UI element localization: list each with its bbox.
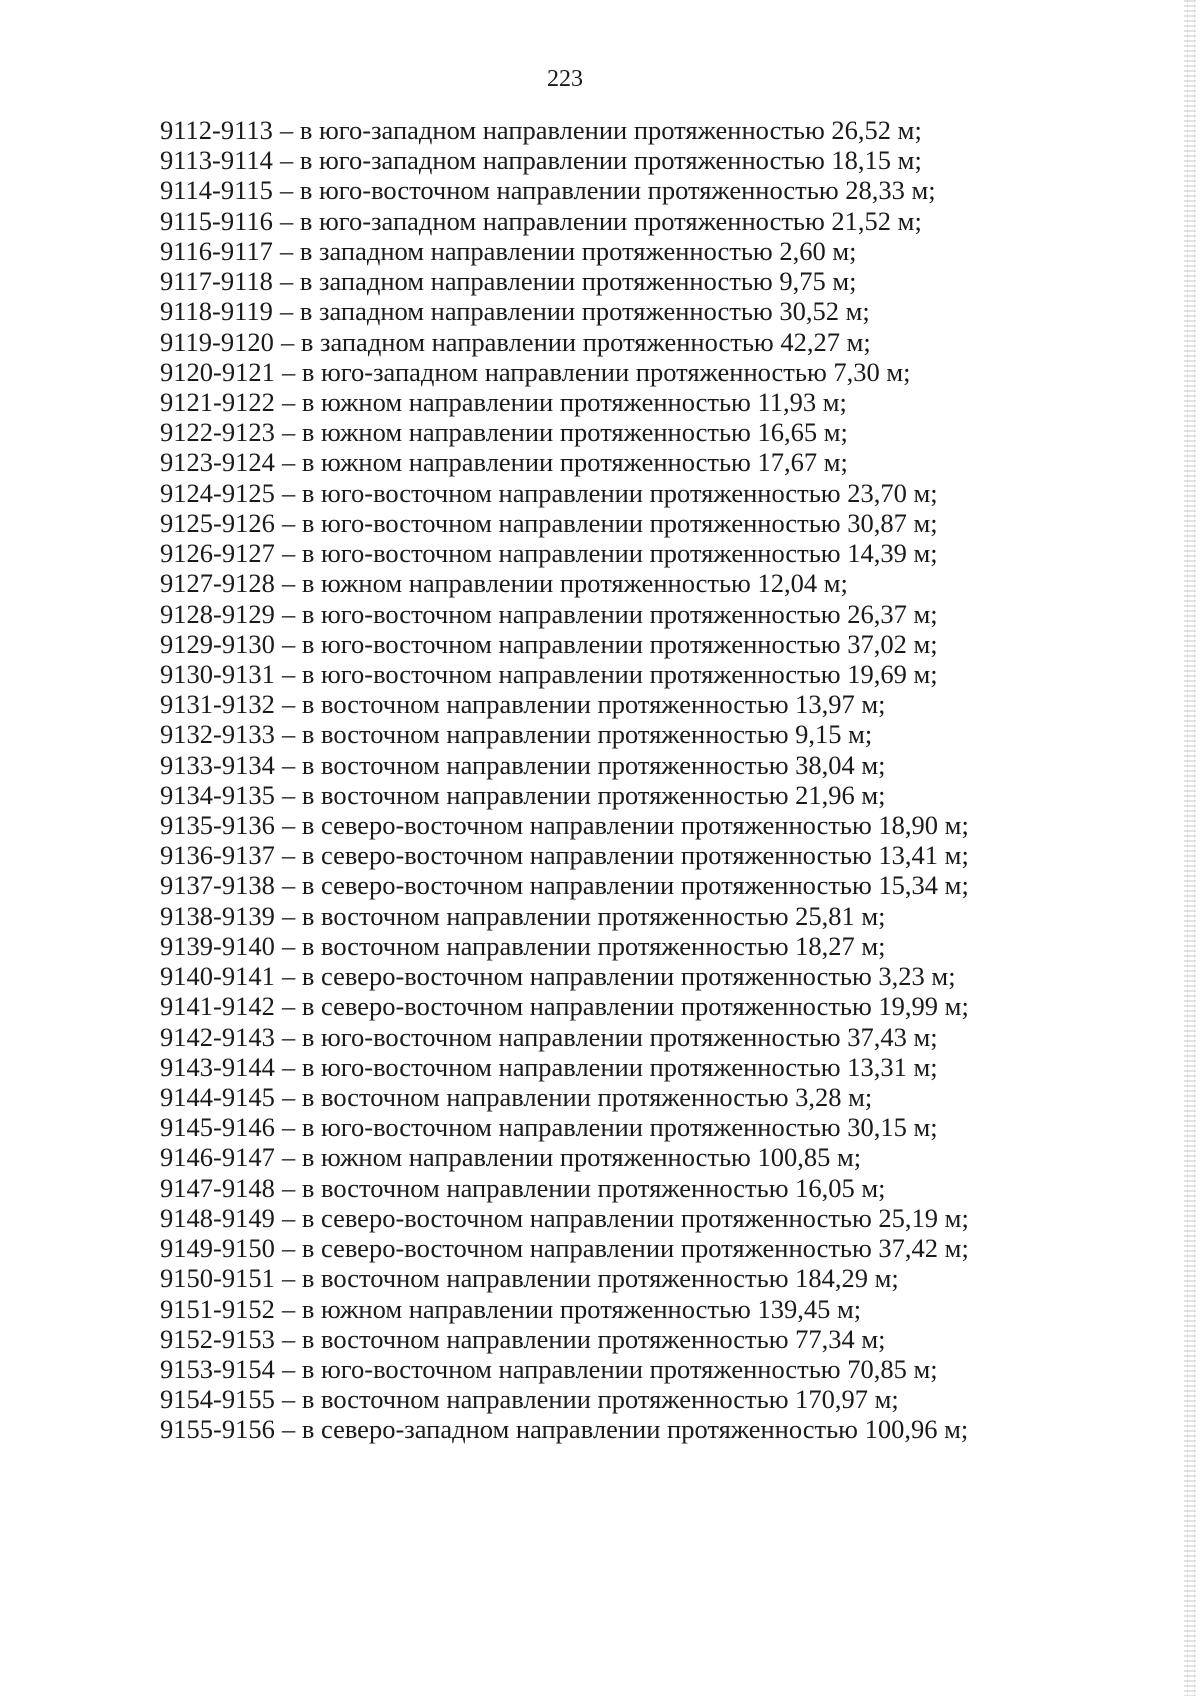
segment-point-range: 9134-9135: [160, 779, 275, 810]
segment-point-range: 9129-9130: [160, 628, 275, 659]
segment-direction-length: – в юго-восточном направлении протяженностью 37,43 м;: [281, 1021, 938, 1052]
segment-direction-length: – в юго-западном направлении протяженностью 18,15 м;: [280, 145, 922, 176]
segment-point-range: 9127-9128: [160, 568, 275, 599]
boundary-segment-line: [160, 689, 1160, 719]
boundary-segment-line: [160, 1022, 1160, 1052]
segment-point-range: 9155-9156: [160, 1414, 275, 1445]
segment-direction-length: – в юго-восточном направлении протяженностью 28,33 м;: [280, 175, 936, 206]
segment-direction-length: – в южном направлении протяженностью 100,85 м;: [281, 1142, 862, 1173]
segment-point-range: 9149-9150: [160, 1233, 275, 1264]
boundary-segment-line: [160, 1384, 1160, 1414]
segment-point-range: 9126-9127: [160, 538, 275, 569]
boundary-segment-line: [160, 417, 1160, 447]
boundary-segment-line: [160, 991, 1160, 1021]
segment-point-range: 9132-9133: [160, 719, 275, 750]
segment-point-range: 9112-9113: [160, 115, 273, 145]
segment-direction-length: – в восточном направлении протяженностью 13,97 м;: [281, 689, 886, 720]
segment-point-range: 9115-9116: [160, 205, 273, 236]
segment-direction-length: – в юго-восточном направлении протяженностью 37,02 м;: [281, 628, 938, 659]
segment-direction-length: – в северо-восточном направлении протяженностью 3,23 м;: [281, 961, 956, 992]
segment-direction-length: – в южном направлении протяженностью 17,67 м;: [281, 447, 848, 478]
boundary-segment-line: [160, 357, 1160, 387]
segment-point-range: 9117-9118: [160, 266, 273, 297]
segment-point-range: 9114-9115: [160, 175, 273, 206]
segment-point-range: 9116-9117: [160, 235, 273, 266]
segment-point-range: 9128-9129: [160, 598, 275, 629]
segment-point-range: 9143-9144: [160, 1051, 275, 1082]
boundary-segment-line: [160, 901, 1160, 931]
segment-direction-length: – в юго-восточном направлении протяженностью 19,69 м;: [281, 658, 938, 689]
segment-point-range: 9140-9141: [160, 961, 275, 992]
segment-point-range: 9139-9140: [160, 930, 275, 961]
segment-point-range: 9138-9139: [160, 900, 275, 931]
segment-point-range: 9142-9143: [160, 1021, 275, 1052]
segment-point-range: 9130-9131: [160, 658, 275, 689]
segment-point-range: 9144-9145: [160, 1082, 275, 1112]
boundary-segment-line: [160, 1414, 1160, 1444]
segment-direction-length: – в восточном направлении протяженностью 170,97 м;: [281, 1384, 899, 1415]
segment-point-range: 9154-9155: [160, 1384, 275, 1415]
segment-point-range: 9119-9120: [160, 326, 274, 357]
segment-direction-length: – в восточном направлении протяженностью 77,34 м;: [281, 1323, 886, 1354]
segment-direction-length: – в западном направлении протяженностью 42,27 м;: [280, 326, 871, 357]
boundary-segment-line: [160, 478, 1160, 508]
boundary-segment-line: [160, 1052, 1160, 1082]
segment-direction-length: – в восточном направлении протяженностью 16,05 м;: [281, 1172, 886, 1203]
segment-direction-length: – в восточном направлении протяженностью 9,15 м;: [281, 719, 873, 750]
boundary-segment-line: [160, 175, 1160, 205]
segment-direction-length: – в северо-восточном направлении протяженностью 13,41 м;: [281, 840, 969, 871]
segment-point-range: 9148-9149: [160, 1202, 275, 1233]
segment-direction-length: – в северо-восточном направлении протяженностью 37,42 м;: [281, 1233, 969, 1264]
segment-direction-length: – в восточном направлении протяженностью 3,28 м;: [281, 1082, 873, 1112]
segment-point-range: 9113-9114: [160, 145, 273, 176]
boundary-segment-line: [160, 1294, 1160, 1324]
segment-point-range: 9136-9137: [160, 840, 275, 871]
segment-direction-length: – в западном направлении протяженностью 30,52 м;: [280, 296, 870, 327]
segment-point-range: 9150-9151: [160, 1263, 275, 1294]
segment-direction-length: – в северо-восточном направлении протяженностью 25,19 м;: [281, 1202, 969, 1233]
boundary-segment-line: [160, 1142, 1160, 1172]
boundary-segment-line: [160, 719, 1160, 749]
segment-point-range: 9146-9147: [160, 1142, 275, 1173]
boundary-segment-line: [160, 750, 1160, 780]
segment-direction-length: – в северо-восточном направлении протяженностью 18,90 м;: [281, 810, 969, 841]
segment-point-range: 9147-9148: [160, 1172, 275, 1203]
boundary-segment-line: [160, 1203, 1160, 1233]
segment-point-range: 9133-9134: [160, 749, 275, 780]
segment-direction-length: – в южном направлении протяженностью 12,04 м;: [281, 568, 848, 599]
boundary-segment-line: [160, 1324, 1160, 1354]
boundary-segment-line: [160, 870, 1160, 900]
segment-point-range: 9135-9136: [160, 810, 275, 841]
boundary-segment-line: [160, 115, 1160, 145]
boundary-segment-line: [160, 387, 1160, 417]
segment-point-range: 9122-9123: [160, 417, 275, 448]
segment-direction-length: – в юго-восточном направлении протяженностью 13,31 м;: [281, 1051, 938, 1082]
boundary-segment-line: [160, 961, 1160, 991]
scan-edge-artifact: [1184, 0, 1196, 1696]
boundary-segment-line: [160, 538, 1160, 568]
segment-point-range: 9152-9153: [160, 1323, 275, 1354]
segment-direction-length: – в юго-восточном направлении протяженностью 30,15 м;: [281, 1112, 938, 1143]
boundary-description-list: [160, 115, 1160, 1445]
boundary-segment-line: [160, 447, 1160, 477]
segment-point-range: 9118-9119: [160, 296, 273, 327]
boundary-segment-line: [160, 1354, 1160, 1384]
boundary-segment-line: [160, 145, 1160, 175]
segment-direction-length: – в юго-восточном направлении протяженностью 23,70 м;: [281, 477, 938, 508]
segment-direction-length: – в западном направлении протяженностью 9,75 м;: [280, 266, 857, 297]
boundary-segment-line: [160, 1263, 1160, 1293]
segment-direction-length: – в юго-восточном направлении протяженностью 30,87 м;: [281, 507, 938, 538]
segment-point-range: 9131-9132: [160, 689, 275, 720]
segment-point-range: 9121-9122: [160, 386, 275, 417]
boundary-segment-line: [160, 296, 1160, 326]
segment-point-range: 9151-9152: [160, 1293, 275, 1324]
segment-direction-length: – в юго-восточном направлении протяженностью 26,37 м;: [281, 598, 938, 629]
segment-direction-length: – в юго-восточном направлении протяженностью 14,39 м;: [281, 538, 938, 569]
boundary-segment-line: [160, 629, 1160, 659]
segment-point-range: 9125-9126: [160, 507, 275, 538]
segment-direction-length: – в западном направлении протяженностью 2,60 м;: [280, 235, 857, 266]
boundary-segment-line: [160, 659, 1160, 689]
boundary-segment-line: [160, 206, 1160, 236]
segment-direction-length: – в восточном направлении протяженностью 38,04 м;: [281, 749, 886, 780]
boundary-segment-line: [160, 931, 1160, 961]
segment-direction-length: – в восточном направлении протяженностью 18,27 м;: [281, 930, 886, 961]
segment-point-range: 9120-9121: [160, 356, 275, 387]
segment-direction-length: – в юго-западном направлении протяженностью 26,52 м;: [280, 115, 922, 145]
segment-direction-length: – в восточном направлении протяженностью 184,29 м;: [281, 1263, 899, 1294]
segment-direction-length: – в южном направлении протяженностью 11,93 м;: [281, 386, 847, 417]
boundary-segment-line: [160, 810, 1160, 840]
segment-direction-length: – в северо-западном направлении протяженностью 100,96 м;: [281, 1414, 969, 1445]
segment-direction-length: – в северо-восточном направлении протяженностью 15,34 м;: [281, 870, 969, 901]
segment-point-range: 9145-9146: [160, 1112, 275, 1143]
boundary-segment-line: [160, 1233, 1160, 1263]
segment-point-range: 9137-9138: [160, 870, 275, 901]
page-number: 223: [547, 66, 583, 92]
boundary-segment-line: [160, 508, 1160, 538]
boundary-segment-line: [160, 327, 1160, 357]
segment-direction-length: – в юго-западном направлении протяженностью 21,52 м;: [280, 205, 922, 236]
segment-direction-length: – в северо-восточном направлении протяженностью 19,99 м;: [281, 991, 969, 1022]
segment-direction-length: – в восточном направлении протяженностью 21,96 м;: [281, 779, 886, 810]
boundary-segment-line: [160, 236, 1160, 266]
segment-direction-length: – в юго-западном направлении протяженностью 7,30 м;: [281, 356, 911, 387]
segment-direction-length: – в восточном направлении протяженностью 25,81 м;: [281, 900, 886, 931]
boundary-segment-line: [160, 840, 1160, 870]
boundary-segment-line: [160, 780, 1160, 810]
segment-point-range: 9123-9124: [160, 447, 275, 478]
segment-point-range: 9124-9125: [160, 477, 275, 508]
boundary-segment-line: [160, 599, 1160, 629]
segment-point-range: 9141-9142: [160, 991, 275, 1022]
boundary-segment-line: [160, 1173, 1160, 1203]
segment-point-range: 9153-9154: [160, 1353, 275, 1384]
boundary-segment-line: [160, 1082, 1160, 1112]
boundary-segment-line: [160, 568, 1160, 598]
boundary-segment-line: [160, 266, 1160, 296]
segment-direction-length: – в юго-восточном направлении протяженностью 70,85 м;: [281, 1353, 938, 1384]
segment-direction-length: – в южном направлении протяженностью 139,45 м;: [281, 1293, 862, 1324]
segment-direction-length: – в южном направлении протяженностью 16,65 м;: [281, 417, 848, 448]
boundary-segment-line: [160, 1112, 1160, 1142]
